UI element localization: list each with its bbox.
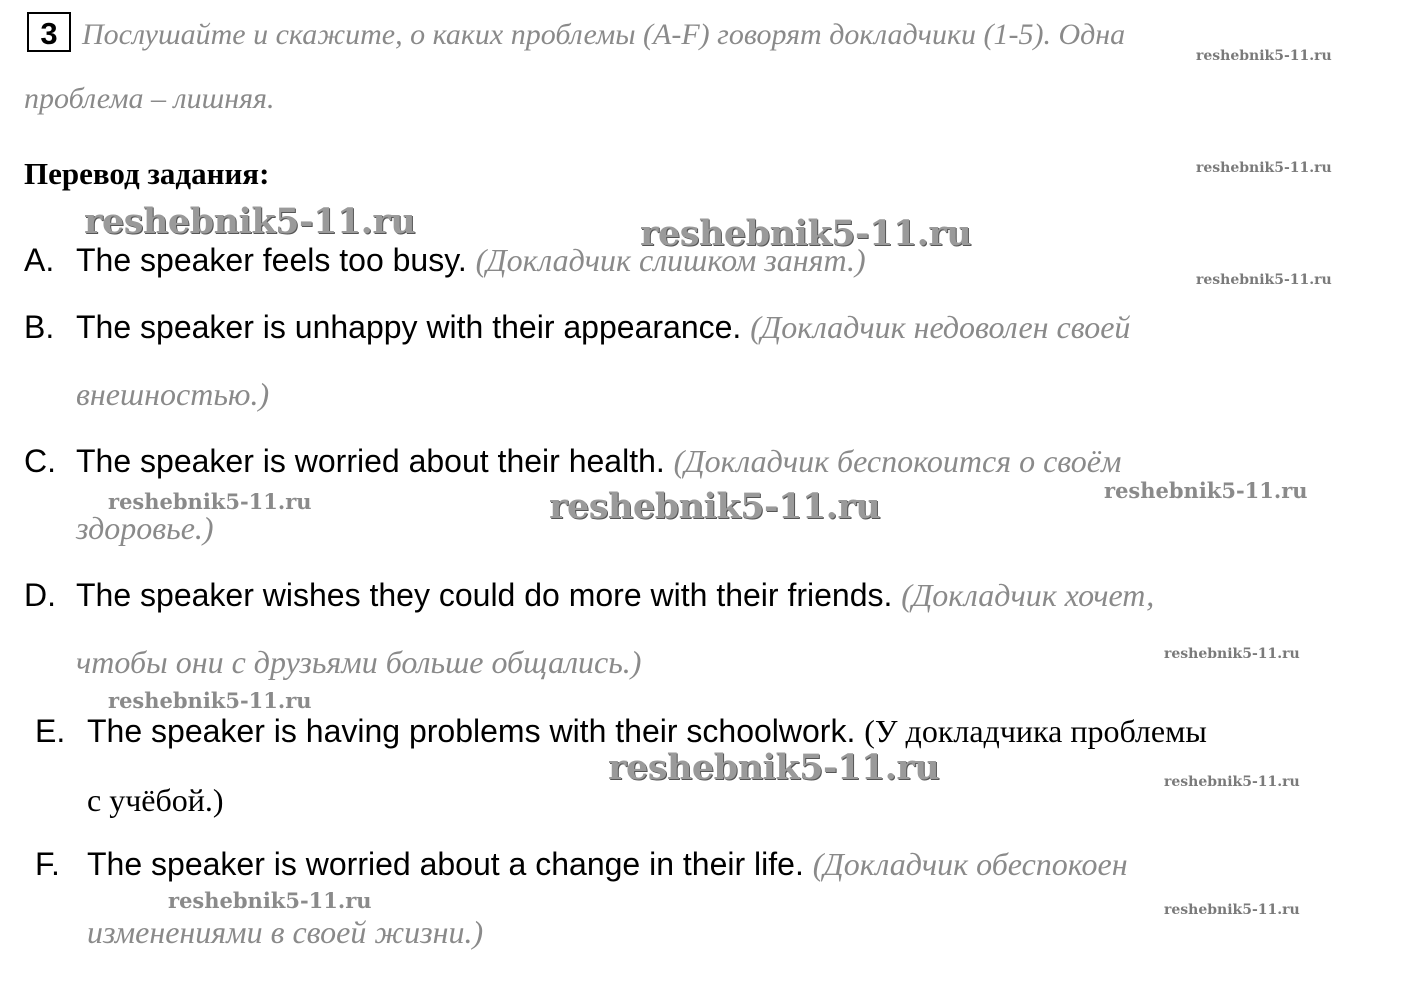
watermark: reshebnik5-11.ru	[549, 486, 881, 527]
item-letter: F.	[35, 846, 60, 882]
item-letter: A.	[24, 242, 55, 278]
watermark: reshebnik5-11.ru	[1196, 272, 1332, 288]
item-translation: (Докладчик хочет,	[901, 577, 1155, 613]
item-letter: B.	[24, 309, 55, 345]
item-translation: (У докладчика проблемы	[864, 713, 1207, 749]
task-instruction-line1: Послушайте и скажите, о каких проблемы (A-F) говорят докладчики (1-5). Одна	[82, 18, 1126, 51]
watermark: reshebnik5-11.ru	[608, 747, 940, 788]
item-translation: (Докладчик обеспокоен	[812, 846, 1128, 882]
watermark: reshebnik5-11.ru	[1164, 774, 1300, 790]
item-translation-cont: чтобы они с друзьями больше общались.)	[76, 644, 642, 680]
list-item-b	[24, 309, 1130, 346]
list-item-e	[35, 713, 1207, 750]
item-english: The speaker wishes they could do more with their friends.	[76, 577, 893, 613]
item-translation: (Докладчик слишком занят.)	[475, 242, 866, 278]
watermark: reshebnik5-11.ru	[108, 489, 312, 514]
list-item-c	[24, 443, 1121, 480]
item-translation: (Докладчик беспокоится о своём	[673, 443, 1122, 479]
item-english: The speaker is worried about their health.	[76, 443, 665, 479]
item-letter: E.	[35, 713, 66, 749]
watermark: reshebnik5-11.ru	[1164, 646, 1300, 662]
task-number-box	[27, 12, 71, 52]
item-letter: D.	[24, 577, 56, 613]
watermark: reshebnik5-11.ru	[84, 201, 416, 242]
item-translation: (Докладчик недоволен своей	[750, 309, 1131, 345]
task-instruction-line2: проблема – лишняя.	[24, 82, 275, 115]
item-english: The speaker is unhappy with their appearance.	[76, 309, 742, 345]
translation-heading: Перевод задания:	[24, 156, 270, 191]
item-translation-cont: изменениями в своей жизни.)	[87, 914, 484, 950]
watermark: reshebnik5-11.ru	[108, 688, 312, 713]
item-translation-cont: здоровье.)	[76, 510, 214, 546]
task-number: 3	[40, 16, 58, 51]
item-english: The speaker feels too busy.	[76, 242, 467, 278]
item-english: The speaker is having problems with their schoolwork.	[87, 713, 856, 749]
watermark: reshebnik5-11.ru	[1196, 48, 1332, 64]
watermark: reshebnik5-11.ru	[1104, 478, 1308, 503]
item-english: The speaker is worried about a change in their life.	[87, 846, 804, 882]
item-translation-cont: внешностью.)	[76, 376, 270, 412]
list-item-f	[35, 846, 1128, 883]
watermark: reshebnik5-11.ru	[640, 213, 972, 254]
watermark: reshebnik5-11.ru	[1164, 902, 1300, 918]
item-letter: C.	[24, 443, 56, 479]
item-translation-cont: с учёбой.)	[87, 782, 224, 818]
watermark: reshebnik5-11.ru	[1196, 160, 1332, 176]
watermark: reshebnik5-11.ru	[168, 888, 372, 913]
list-item-d	[24, 577, 1154, 614]
